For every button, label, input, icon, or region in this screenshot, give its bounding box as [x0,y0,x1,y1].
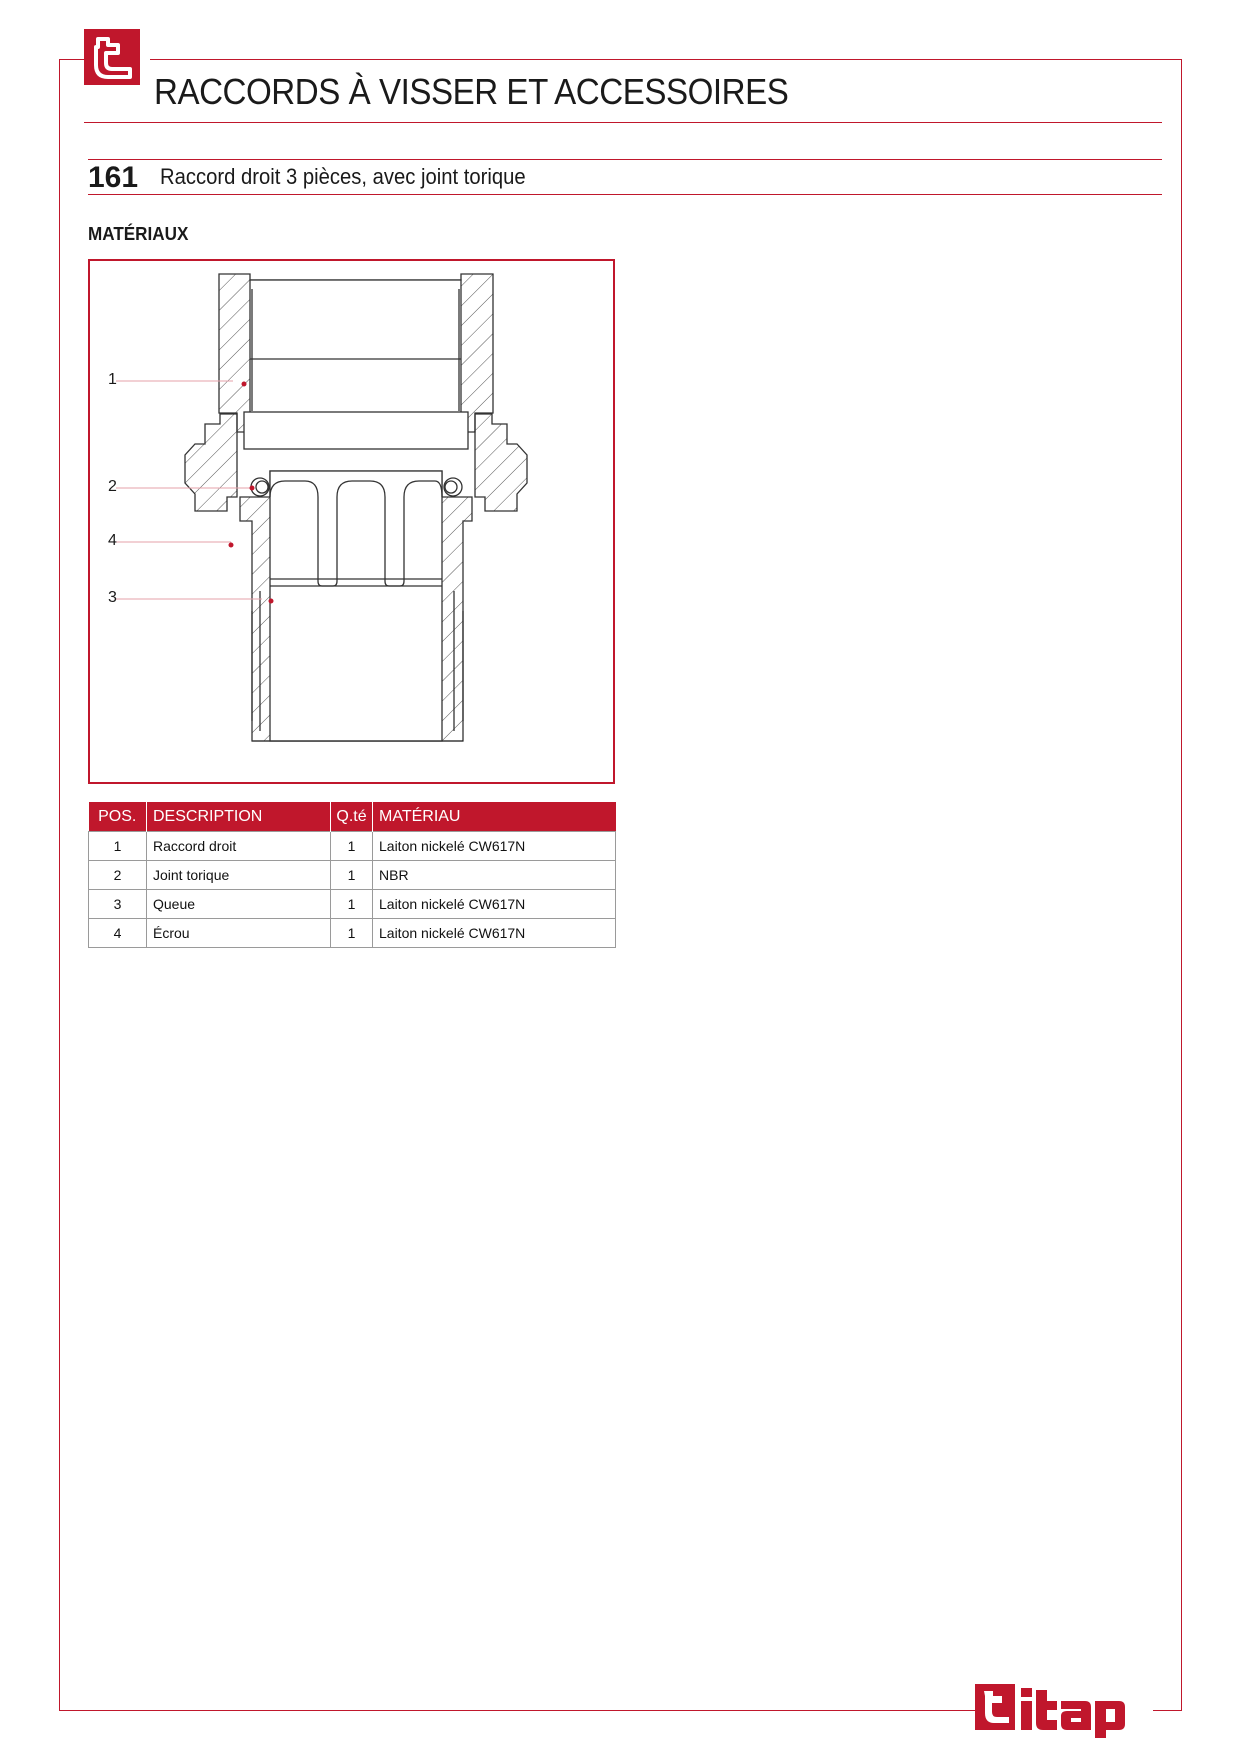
frame-line-bottom-right [1153,1710,1182,1711]
column-header-description: DESCRIPTION [147,802,331,832]
table-row [89,890,616,919]
column-header-qty: Q.té [331,802,373,832]
cell-pos: 3 [89,890,147,919]
technical-drawing [88,259,615,784]
section-title: MATÉRIAUX [88,224,189,244]
cell-qty: 1 [331,861,373,890]
cell-pos: 2 [89,861,147,890]
category-pipe-icon [84,29,140,85]
cell-material: NBR [373,861,616,890]
frame-line-left [59,59,60,1711]
cell-qty: 1 [331,919,373,948]
callout-label-3: 3 [108,589,117,606]
header-divider [84,122,1162,123]
frame-line-top [150,59,1182,60]
cell-qty: 1 [331,890,373,919]
table-header-row [89,802,616,832]
cell-description: Raccord droit [147,832,331,861]
callout-label-1: 1 [108,371,117,388]
table-row [89,919,616,948]
cell-description: Joint torique [147,861,331,890]
cell-material: Laiton nickelé CW617N [373,832,616,861]
itap-logo [975,1682,1147,1745]
cell-pos: 4 [89,919,147,948]
cell-material: Laiton nickelé CW617N [373,919,616,948]
table-row [89,832,616,861]
product-code: 161 [88,161,139,194]
cross-section-drawing [90,261,613,782]
frame-line-right [1181,59,1182,1711]
frame-line-bottom [59,1710,975,1711]
frame-line-top-left [59,59,84,60]
cell-qty: 1 [331,832,373,861]
callout-label-2: 2 [108,478,117,495]
cell-description: Queue [147,890,331,919]
cell-material: Laiton nickelé CW617N [373,890,616,919]
product-name: Raccord droit 3 pièces, avec joint torique [160,164,526,189]
materials-table [88,802,616,948]
column-header-material: MATÉRIAU [373,802,616,832]
cell-pos: 1 [89,832,147,861]
cell-description: Écrou [147,919,331,948]
callout-label-4: 4 [108,532,117,549]
table-row [89,861,616,890]
column-header-pos: POS. [89,802,147,832]
product-divider-bottom [88,194,1162,195]
page-header-title: RACCORDS À VISSER ET ACCESSOIRES [154,71,789,112]
product-divider-top [88,159,1162,160]
